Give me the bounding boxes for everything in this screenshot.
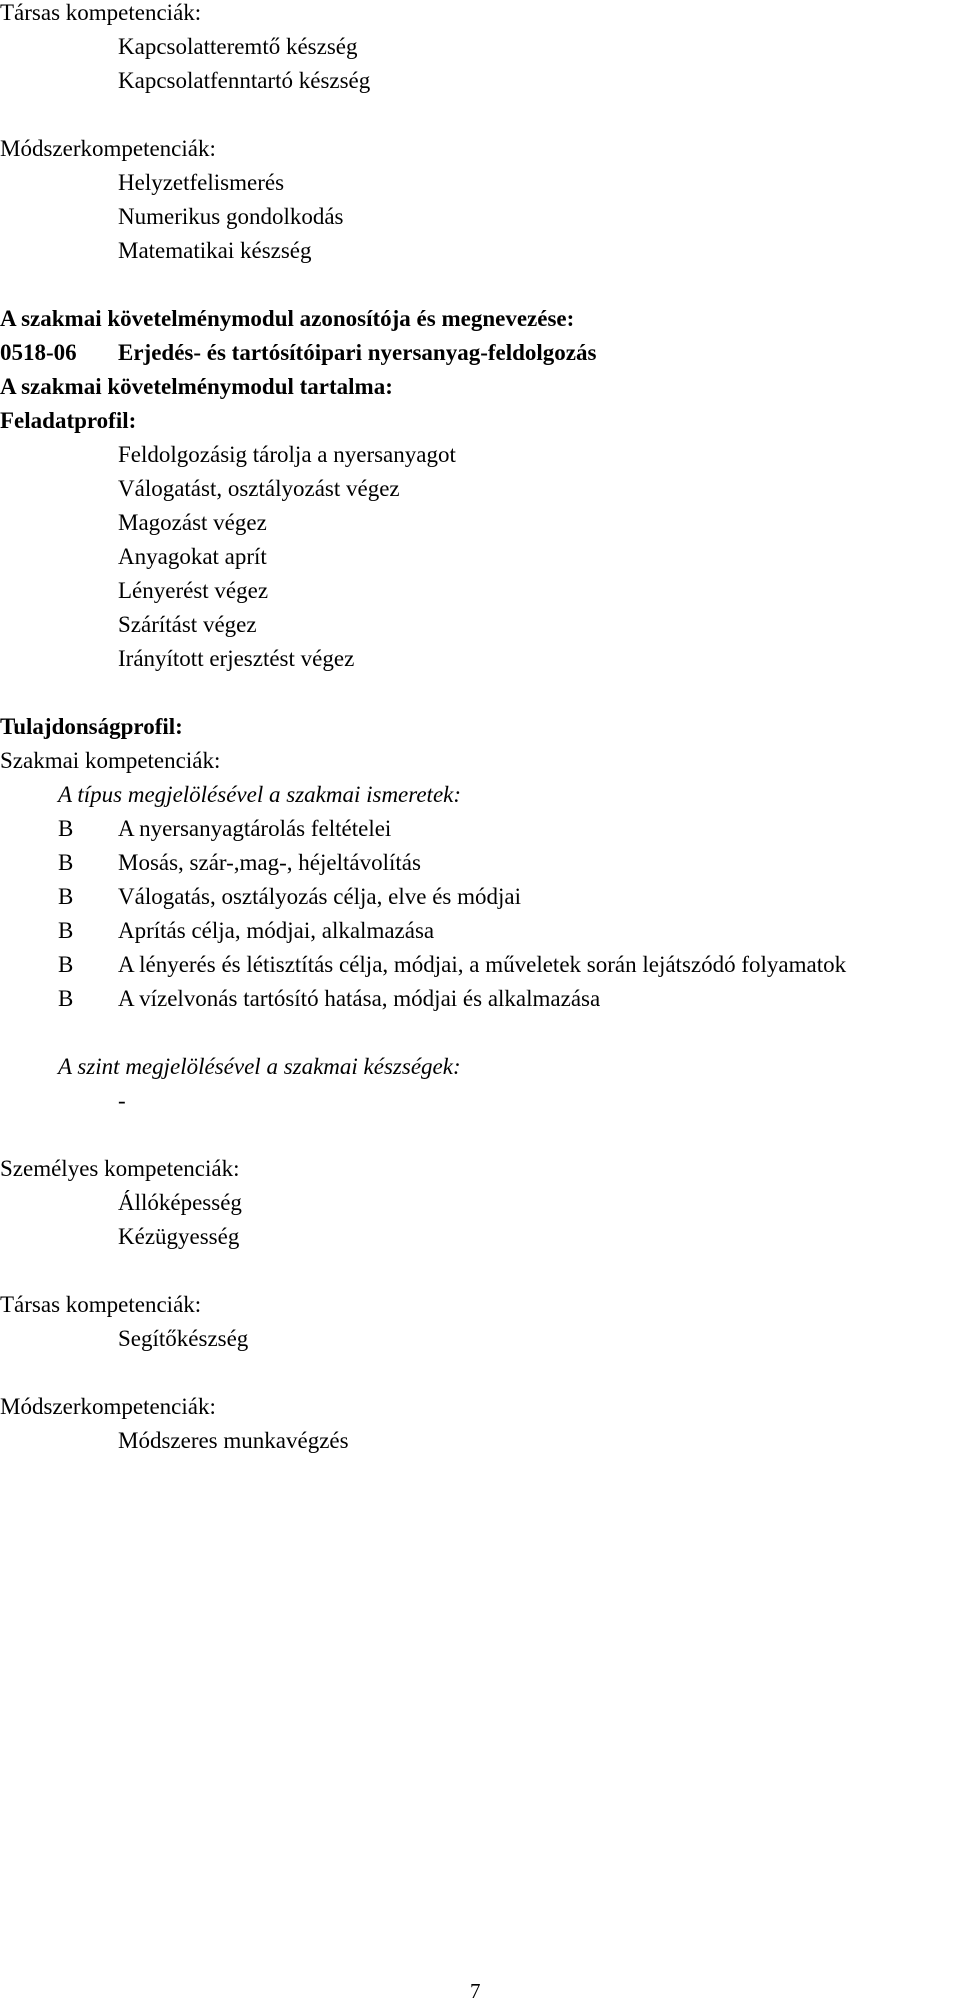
- list-item: Módszeres munkavégzés: [118, 1428, 349, 1453]
- list-item: Anyagokat aprít: [118, 544, 267, 569]
- list-item: Irányított erjesztést végez: [118, 646, 355, 671]
- list-item: Kapcsolatfenntartó készség: [118, 68, 371, 93]
- list-item: Szárítást végez: [118, 612, 257, 637]
- list-item: Magozást végez: [118, 510, 267, 535]
- module-code: 0518-06: [0, 340, 77, 365]
- knowledge-text: A lényerés és létisztítás célja, módjai, a műveletek során lejátszódó folyamatok: [118, 952, 847, 977]
- knowledge-type: B: [58, 850, 74, 875]
- task-profile-heading: Feladatprofil:: [0, 408, 137, 433]
- knowledge-text: Aprítás célja, módjai, alkalmazása: [118, 918, 435, 943]
- knowledge-type: B: [58, 816, 74, 841]
- skills-heading: A szint megjelölésével a szakmai készségek:: [58, 1054, 461, 1079]
- list-item: Válogatást, osztályozást végez: [118, 476, 400, 501]
- list-item: Lényerést végez: [118, 578, 269, 603]
- list-item: Feldolgozásig tárolja a nyersanyagot: [118, 442, 456, 467]
- social-competences-heading: Társas kompetenciák:: [0, 0, 202, 25]
- list-item: Numerikus gondolkodás: [118, 204, 344, 229]
- module-name: Erjedés- és tartósítóipari nyersanyag-feldolgozás: [118, 340, 597, 365]
- page-number: 7: [470, 1979, 481, 2003]
- knowledge-type: B: [58, 952, 74, 977]
- knowledge-type: B: [58, 884, 74, 909]
- method-competences-heading: Módszerkompetenciák:: [0, 136, 216, 161]
- list-item: Matematikai készség: [118, 238, 312, 263]
- list-item: Helyzetfelismerés: [118, 170, 285, 195]
- method-competences-heading: Módszerkompetenciák:: [0, 1394, 216, 1419]
- knowledge-text: Válogatás, osztályozás célja, elve és módjai: [118, 884, 521, 909]
- social-competences-heading: Társas kompetenciák:: [0, 1292, 202, 1317]
- knowledge-text: A vízelvonás tartósító hatása, módjai és alkalmazása: [118, 986, 601, 1011]
- knowledge-type: B: [58, 918, 74, 943]
- module-id-heading: A szakmai követelménymodul azonosítója és megnevezése:: [0, 306, 575, 331]
- professional-competences-heading: Szakmai kompetenciák:: [0, 748, 221, 773]
- knowledge-type: B: [58, 986, 74, 1011]
- list-item: Kézügyesség: [118, 1224, 240, 1249]
- knowledge-heading: A típus megjelölésével a szakmai ismeretek:: [58, 782, 462, 807]
- knowledge-text: Mosás, szár-,mag-, héjeltávolítás: [118, 850, 421, 875]
- list-item: Kapcsolatteremtő készség: [118, 34, 358, 59]
- list-item: Segítőkészség: [118, 1326, 249, 1351]
- knowledge-text: A nyersanyagtárolás feltételei: [118, 816, 392, 841]
- skills-value: -: [118, 1088, 126, 1113]
- module-content-heading: A szakmai követelménymodul tartalma:: [0, 374, 393, 399]
- property-profile-heading: Tulajdonságprofil:: [0, 714, 183, 739]
- list-item: Állóképesség: [118, 1190, 242, 1215]
- personal-competences-heading: Személyes kompetenciák:: [0, 1156, 240, 1181]
